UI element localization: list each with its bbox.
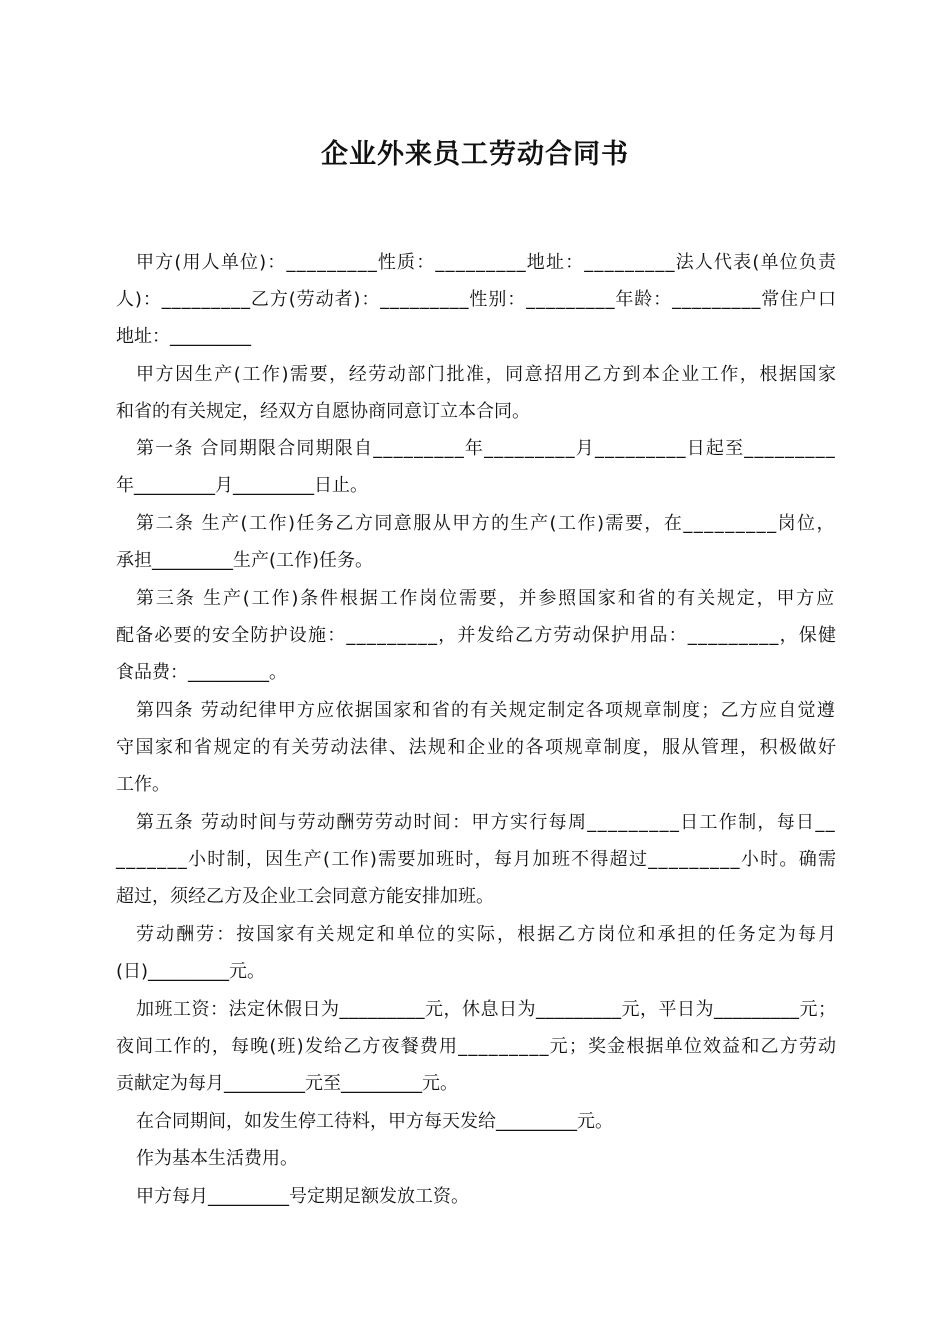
document-title: 企业外来员工劳动合同书 xyxy=(321,139,629,170)
article-1-line: 第一条 合同期限合同期限自_________年_________月_________日起至_________ xyxy=(136,438,836,459)
payday-line: 甲方每月_________号定期足额发放工资。 xyxy=(136,1186,469,1207)
article-1-line: 年_________月_________日止。 xyxy=(116,475,368,496)
article-5-line: _______小时制，因生产(工作)需要加班时，每月加班不得超过_________小时。确需 xyxy=(116,849,838,870)
article-4-line: 工作。 xyxy=(116,774,170,795)
standby-line: 在合同期间，如发生停工待料，甲方每天发给_________元。 xyxy=(136,1111,613,1132)
article-4-line: 第四条 劳动纪律甲方应依据国家和省的有关规定制定各项规章制度；乙方应自觉遵 xyxy=(136,700,836,721)
paragraph-line: 和省的有关规定，经双方自愿协商同意订立本合同。 xyxy=(116,401,530,422)
article-3-line: 配备必要的安全防护设施：_________，并发给乙方劳动保护用品：_________，保健 xyxy=(116,625,838,646)
paragraph-line: 人)：_________乙方(劳动者)：_________性别：_________年龄：_________常住户口 xyxy=(116,289,837,310)
overtime-line: 夜间工作的，每晚(班)发给乙方夜餐费用_________元；奖金根据单位效益和乙方劳动 xyxy=(116,1036,838,1057)
paragraph-line: 甲方(用人单位)：_________性质：_________地址：_________法人代表(单位负责 xyxy=(136,252,838,273)
overtime-line: 加班工资：法定休假日为_________元，休息日为_________元，平日为_________元； xyxy=(136,999,837,1020)
article-2-line: 承担_________生产(工作)任务。 xyxy=(116,550,374,571)
article-3-line: 食品费：_________。 xyxy=(116,662,287,683)
paragraph-line: 地址：_________ xyxy=(116,326,251,347)
article-2-line: 第二条 生产(工作)任务乙方同意服从甲方的生产(工作)需要，在_________岗位， xyxy=(136,513,836,534)
wage-line: 劳动酬劳：按国家有关规定和单位的实际，根据乙方岗位和承担的任务定为每月 xyxy=(136,924,839,945)
overtime-line: 贡献定为每月_________元至_________元。 xyxy=(116,1073,458,1094)
wage-line: (日)_________元。 xyxy=(116,961,266,982)
article-4-line: 守国家和省规定的有关劳动法律、法规和企业的各项规章制度，服从管理，积极做好 xyxy=(116,737,838,758)
living-cost-line: 作为基本生活费用。 xyxy=(136,1148,298,1169)
article-5-line: 超过，须经乙方及企业工会同意方能安排加班。 xyxy=(116,886,494,907)
paragraph-line: 甲方因生产(工作)需要，经劳动部门批准，同意招用乙方到本企业工作，根据国家 xyxy=(136,364,838,385)
article-3-line: 第三条 生产(工作)条件根据工作岗位需要，并参照国家和省的有关规定，甲方应 xyxy=(136,588,836,609)
article-5-line: 第五条 劳动时间与劳动酬劳劳动时间：甲方实行每周_________日工作制，每日__ xyxy=(136,812,836,833)
